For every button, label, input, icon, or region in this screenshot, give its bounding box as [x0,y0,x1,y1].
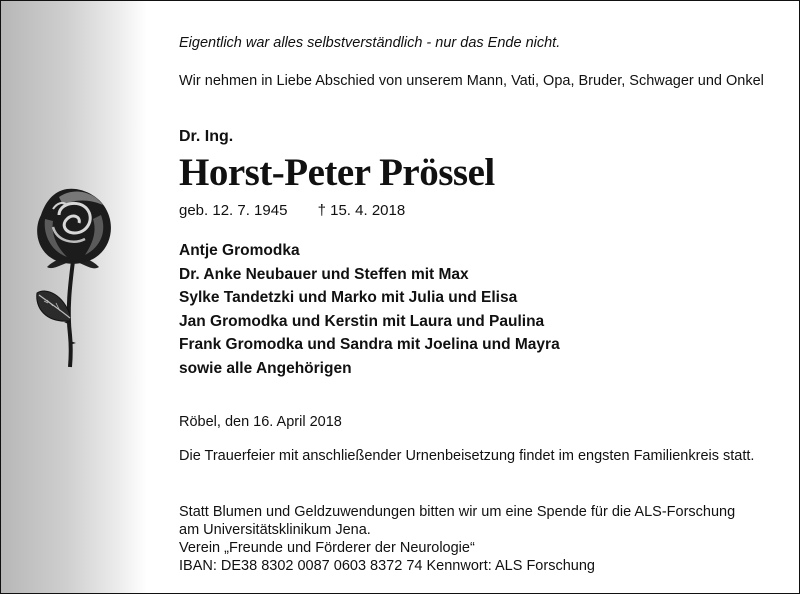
donation-info [179,503,789,575]
mourner-line: Jan Gromodka und Kerstin mit Laura und Paulina [179,312,545,330]
rose-icon [23,175,123,375]
birth-date: geb. 12. 7. 1945 [179,202,288,219]
academic-title: Dr. Ing. [179,128,234,145]
donation-line: IBAN: DE38 8302 0087 0603 8372 74 Kennwort: ALS Forschung [179,558,595,574]
donation-line: Statt Blumen und Geldzuwendungen bitten wir um eine Spende für die ALS-Forschung [179,504,736,520]
mourner-line: Antje Gromodka [179,242,300,259]
mourner-line: Dr. Anke Neubauer und Steffen mit Max [179,265,469,283]
mourners-list [179,239,560,380]
life-dates [179,202,405,220]
gradient-sidebar [1,1,147,593]
donation-line: Verein „Freunde und Förderer der Neurologie“ [179,540,475,556]
donation-line: am Universitätsklinikum Jena. [179,522,371,538]
motto-text: Eigentlich war alles selbstverständlich - nur das Ende nicht. [179,35,561,51]
mourner-line: Sylke Tandetzki und Marko mit Julia und Elisa [179,289,518,306]
intro-text: Wir nehmen in Liebe Abschied von unserem Mann, Vati, Opa, Bruder, Schwager und Onkel [179,73,764,89]
mourner-line: Frank Gromodka und Sandra mit Joelina und Mayra [179,336,560,353]
death-date: † 15. 4. 2018 [317,202,406,219]
place-date: Röbel, den 16. April 2018 [179,414,342,430]
mourner-line: sowie alle Angehörigen [179,359,352,377]
deceased-name: Horst-Peter Prössel [179,151,495,194]
ceremony-info: Die Trauerfeier mit anschließender Urnenbeisetzung findet im engsten Familienkreis statt. [179,448,755,464]
